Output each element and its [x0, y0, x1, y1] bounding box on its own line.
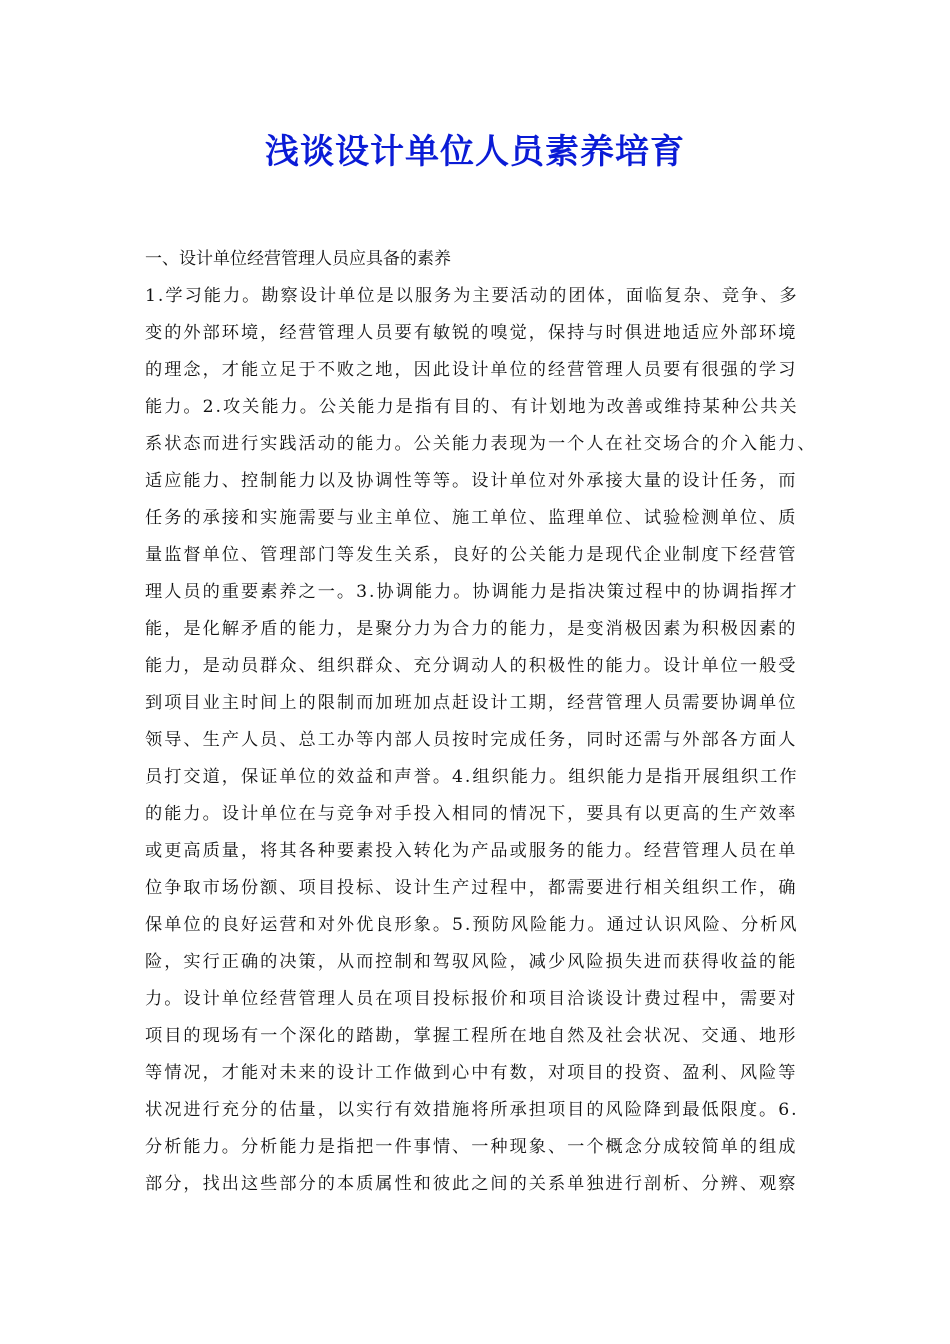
body-line: 能，是化解矛盾的能力，是聚分力为合力的能力，是变消极因素为积极因素的	[145, 619, 798, 639]
body-line: 险，实行正确的决策，从而控制和驾驭风险，减少风险损失进而获得收益的能	[145, 952, 798, 972]
body-line: 的能力。设计单位在与竞争对手投入相同的情况下，要具有以更高的生产效率	[145, 804, 798, 824]
body-line: 量监督单位、管理部门等发生关系，良好的公关能力是现代企业制度下经营管	[145, 545, 798, 565]
body-line: 项目的现场有一个深化的踏勘，掌握工程所在地自然及社会状况、交通、地形	[145, 1026, 798, 1046]
body-line: 变的外部环境，经营管理人员要有敏锐的嗅觉，保持与时俱进地适应外部环境	[145, 323, 798, 343]
document-title: 浅谈设计单位人员素养培育	[265, 132, 685, 172]
body-line: 任务的承接和实施需要与业主单位、施工单位、监理单位、试验检测单位、质	[145, 508, 798, 528]
body-line: 部分，找出这些部分的本质属性和彼此之间的关系单独进行剖析、分辨、观察	[145, 1174, 798, 1194]
body-line: 状况进行充分的估量，以实行有效措施将所承担项目的风险降到最低限度。6.	[145, 1100, 799, 1120]
body-line: 等情况，才能对未来的设计工作做到心中有数，对项目的投资、盈利、风险等	[145, 1063, 798, 1083]
body-line: 到项目业主时间上的限制而加班加点赶设计工期，经营管理人员需要协调单位	[145, 693, 798, 713]
section-heading: 一、设计单位经营管理人员应具备的素养	[145, 249, 451, 269]
body-line: 1.学习能力。勘察设计单位是以服务为主要活动的团体，面临复杂、竞争、多	[145, 286, 799, 306]
body-line: 适应能力、控制能力以及协调性等等。设计单位对外承接大量的设计任务，而	[145, 471, 798, 491]
body-line: 领导、生产人员、总工办等内部人员按时完成任务，同时还需与外部各方面人	[145, 730, 798, 750]
body-paragraph	[145, 278, 815, 1203]
body-line: 的理念，才能立足于不败之地，因此设计单位的经营管理人员要有很强的学习	[145, 360, 798, 380]
body-line: 员打交道，保证单位的效益和声誉。4.组织能力。组织能力是指开展组织工作	[145, 767, 799, 787]
body-line: 理人员的重要素养之一。3.协调能力。协调能力是指决策过程中的协调指挥才	[145, 582, 799, 602]
body-line: 力。设计单位经营管理人员在项目投标报价和项目洽谈设计费过程中，需要对	[145, 989, 798, 1009]
body-line: 分析能力。分析能力是指把一件事情、一种现象、一个概念分成较简单的组成	[145, 1137, 798, 1157]
body-line: 能力，是动员群众、组织群众、充分调动人的积极性的能力。设计单位一般受	[145, 656, 798, 676]
body-line: 位争取市场份额、项目投标、设计生产过程中，都需要进行相关组织工作，确	[145, 878, 798, 898]
body-line: 保单位的良好运营和对外优良形象。5.预防风险能力。通过认识风险、分析风	[145, 915, 799, 935]
body-line: 或更高质量，将其各种要素投入转化为产品或服务的能力。经营管理人员在单	[145, 841, 798, 861]
body-line: 能力。2.攻关能力。公关能力是指有目的、有计划地为改善或维持某种公共关	[145, 397, 799, 417]
body-line: 系状态而进行实践活动的能力。公关能力表现为一个人在社交场合的介入能力、	[145, 434, 817, 454]
